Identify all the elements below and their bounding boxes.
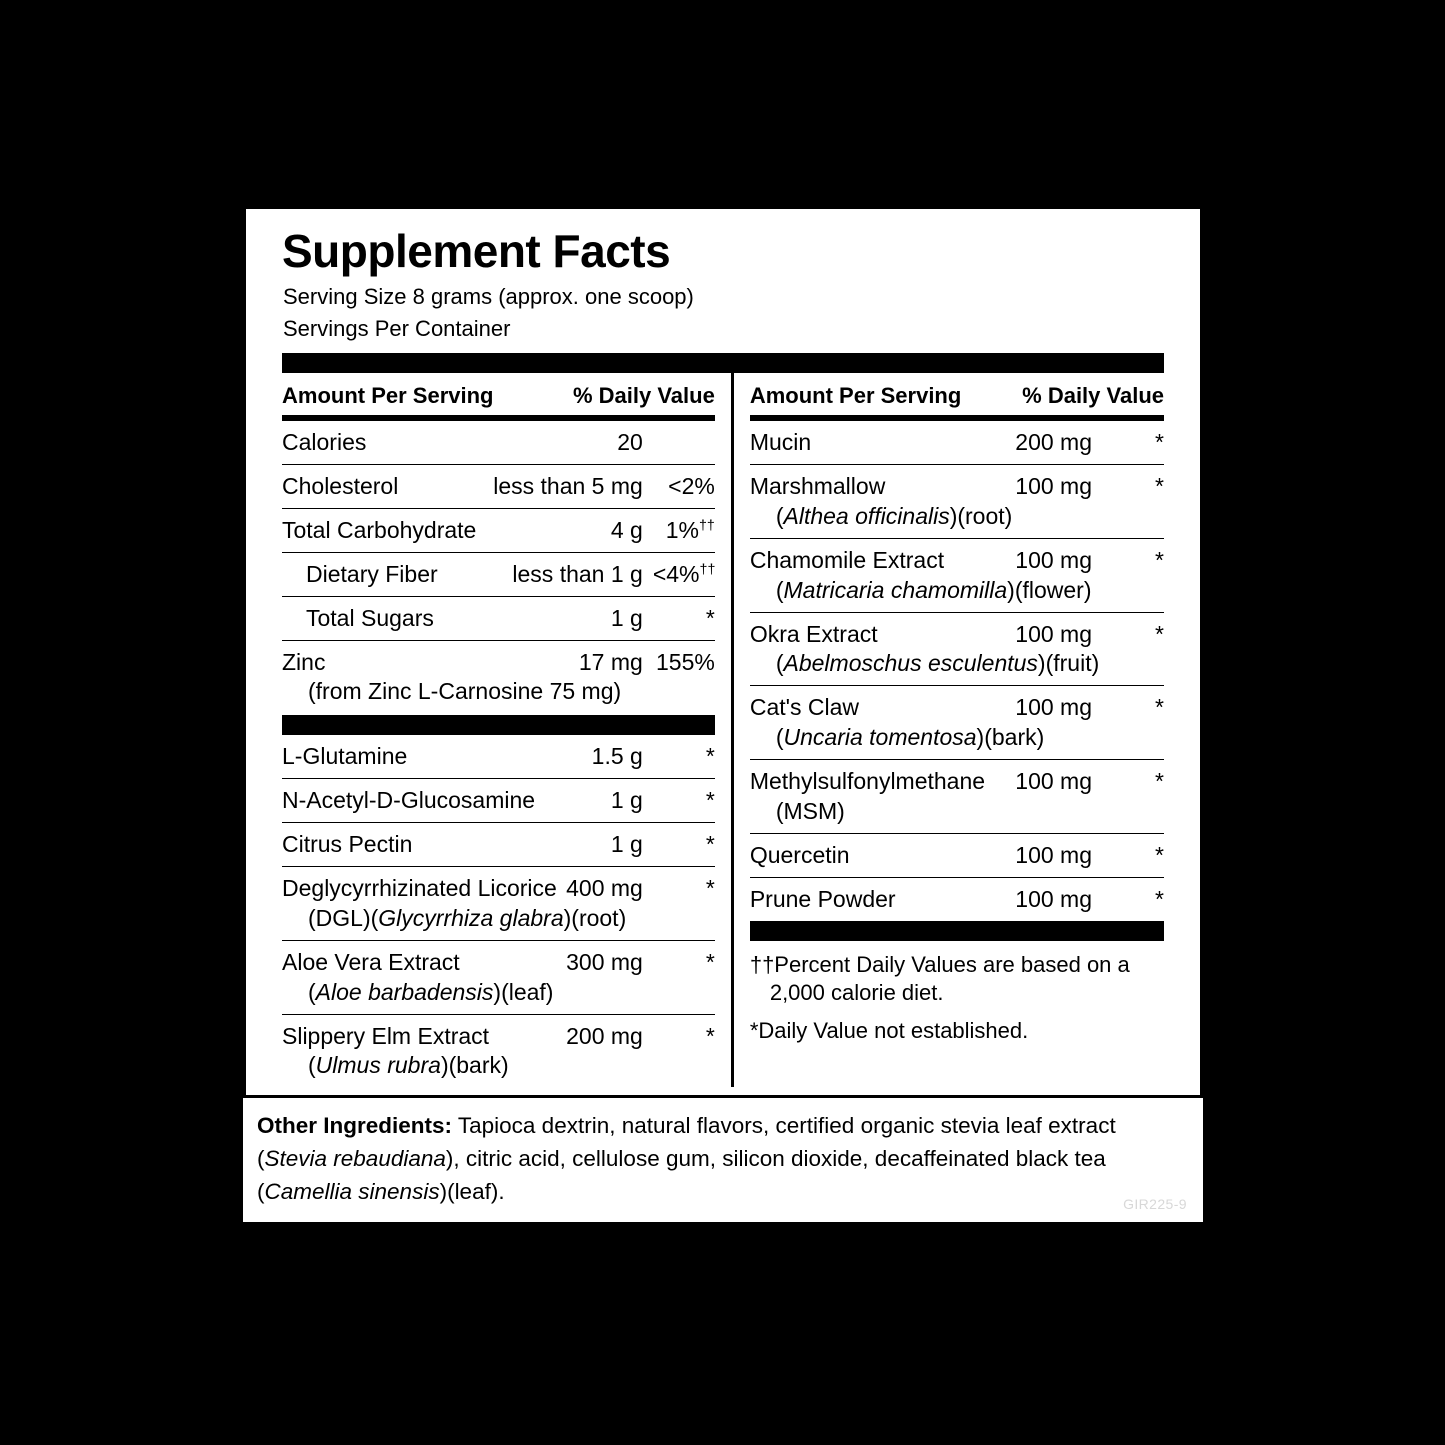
- nutrient-dv: *: [1155, 841, 1164, 868]
- header-amount-left: Amount Per Serving: [282, 383, 494, 409]
- table-row: [282, 597, 715, 641]
- nutrient-dv: *: [1155, 885, 1164, 912]
- servings-per-container: Servings Per Container: [283, 316, 511, 342]
- divider-bar-top: [282, 353, 1164, 373]
- column-header-left: [282, 373, 715, 421]
- nutrient-name: Okra Extract: [749, 620, 878, 647]
- nutrient-dv: *: [705, 604, 715, 631]
- other-ingredients: [243, 1098, 1203, 1222]
- nutrient-dv: <4%††: [652, 560, 716, 587]
- column-header-right: [750, 373, 1164, 421]
- footnote-dv-not-established: *Daily Value not established.: [749, 1017, 1029, 1043]
- nutrient-amount: 100 mg: [1015, 472, 1092, 499]
- nutrient-dv: *: [1155, 694, 1164, 721]
- nutrient-dv: *: [705, 743, 715, 770]
- nutrient-source: (Ulmus rubra)(bark): [308, 1052, 509, 1079]
- table-row: [282, 941, 715, 1015]
- serving-size: Serving Size 8 grams (approx. one scoop): [283, 284, 694, 310]
- nutrient-amount: 100 mg: [1015, 620, 1092, 647]
- nutrient-name: L-Glutamine: [282, 743, 408, 770]
- table-row: [750, 421, 1164, 465]
- nutrient-name: Slippery Elm Extract: [282, 1022, 490, 1049]
- nutrient-dv: *: [705, 787, 715, 814]
- nutrient-dv: *: [1155, 546, 1164, 573]
- table-row: [750, 539, 1164, 613]
- other-ingredients-latin-1: Stevia rebaudiana: [264, 1145, 446, 1171]
- nutrient-amount: 20: [617, 429, 643, 456]
- nutrient-source: (MSM): [775, 797, 845, 824]
- nutrient-source: (Althea officinalis)(root): [775, 502, 1013, 529]
- divider-bar-right: [750, 921, 1164, 941]
- nutrient-dv: *: [1155, 620, 1164, 647]
- nutrient-name: Dietary Fiber: [306, 560, 438, 587]
- nutrient-amount: 100 mg: [1015, 885, 1092, 912]
- nutrient-name: Prune Powder: [749, 885, 896, 912]
- nutrient-name: Cat's Claw: [749, 694, 860, 721]
- nutrient-name: Aloe Vera Extract: [282, 948, 460, 975]
- nutrient-dv: <2%: [668, 472, 715, 499]
- nutrient-source: (Matricaria chamomilla)(flower): [775, 576, 1092, 603]
- table-row: [750, 686, 1164, 760]
- nutrient-amount: 1 g: [610, 787, 643, 814]
- nutrient-name: Citrus Pectin: [282, 831, 413, 858]
- nutrient-dv: 155%: [656, 648, 715, 675]
- nutrient-name: Methylsulfonylmethane: [749, 768, 986, 795]
- other-ingredients-text-1: Tapioca dextrin, natural flavors, certified organic stevia leaf extract (: [257, 1113, 1116, 1171]
- table-row: [282, 735, 715, 779]
- nutrient-amount: 400 mg: [566, 874, 643, 901]
- nutrient-name: Total Sugars: [306, 604, 434, 631]
- table-row: [282, 641, 715, 714]
- nutrient-name: Mucin: [749, 429, 812, 456]
- nutrient-amount: 100 mg: [1015, 694, 1092, 721]
- nutrient-amount: 17 mg: [578, 648, 643, 675]
- header-amount-right: Amount Per Serving: [749, 383, 962, 409]
- header-dv-right: % Daily Value: [1022, 383, 1164, 409]
- nutrient-name: Marshmallow: [749, 472, 886, 499]
- nutrient-name: Cholesterol: [282, 472, 399, 499]
- footnote-daily-values: ††Percent Daily Values are based on a 2,000 calorie diet.: [749, 951, 1130, 1006]
- nutrient-source: (Abelmoschus esculentus)(fruit): [775, 650, 1100, 677]
- table-row: [750, 834, 1164, 878]
- other-ingredients-text-2: ), citric acid, cellulose gum, silicon dioxide, decaffeinated black tea (: [257, 1145, 1106, 1204]
- nutrient-amount: 200 mg: [566, 1022, 643, 1049]
- divider-bar-left: [282, 715, 715, 735]
- nutrient-name: Chamomile Extract: [749, 546, 945, 573]
- nutrient-amount: 200 mg: [1015, 429, 1092, 456]
- nutrient-source: (Uncaria tomentosa)(bark): [775, 724, 1045, 751]
- table-row: [282, 465, 715, 509]
- other-ingredients-label: Other Ingredients:: [257, 1113, 453, 1139]
- table-row: [282, 823, 715, 867]
- nutrient-dv: *: [1155, 429, 1164, 456]
- nutrient-amount: 100 mg: [1015, 768, 1092, 795]
- product-code: GIR225-9: [1123, 1195, 1187, 1212]
- nutrient-dv: 1%††: [665, 516, 715, 543]
- table-row: [282, 867, 715, 941]
- nutrient-amount: 100 mg: [1015, 546, 1092, 573]
- nutrient-name: Deglycyrrhizinated Licorice: [282, 874, 557, 901]
- other-ingredients-latin-2: Camellia sinensis: [264, 1178, 440, 1204]
- nutrient-dv: *: [705, 874, 715, 901]
- header-dv-left: % Daily Value: [572, 383, 715, 409]
- nutrient-amount: 100 mg: [1015, 841, 1092, 868]
- other-ingredients-text-3: )(leaf).: [439, 1178, 505, 1204]
- nutrient-amount: 1 g: [610, 831, 643, 858]
- table-row: [282, 1015, 715, 1088]
- nutrient-name: Total Carbohydrate: [282, 516, 477, 543]
- nutrient-dv: *: [705, 831, 715, 858]
- page-title: Supplement Facts: [282, 225, 671, 277]
- nutrient-amount: 1.5 g: [591, 743, 643, 770]
- nutrient-dv: *: [705, 1022, 715, 1049]
- nutrient-amount: 1 g: [610, 604, 643, 631]
- nutrient-amount: less than 1 g: [512, 560, 643, 587]
- nutrient-source: (from Zinc L-Carnosine 75 mg): [308, 678, 622, 705]
- table-row: [282, 779, 715, 823]
- nutrition-column-right: [731, 373, 1164, 1087]
- nutrient-dv: *: [1155, 768, 1164, 795]
- nutrient-name: Calories: [282, 429, 367, 456]
- nutrient-source: (DGL)(Glycyrrhiza glabra)(root): [308, 904, 627, 931]
- nutrient-dv: *: [1155, 472, 1164, 499]
- table-row: [750, 465, 1164, 539]
- nutrition-column-left: [282, 373, 715, 1087]
- nutrient-dv: *: [705, 948, 715, 975]
- nutrient-source: (Aloe barbadensis)(leaf): [308, 978, 554, 1005]
- nutrition-columns: [282, 373, 1164, 1087]
- nutrient-amount: 300 mg: [566, 948, 643, 975]
- table-row: [282, 509, 715, 553]
- nutrient-name: Zinc: [282, 648, 326, 675]
- table-row: [750, 760, 1164, 834]
- nutrient-name: N-Acetyl-D-Glucosamine: [282, 787, 536, 814]
- supplement-facts-box: [243, 206, 1203, 1098]
- table-row: [282, 553, 715, 597]
- nutrient-name: Quercetin: [749, 841, 850, 868]
- table-row: [282, 421, 715, 465]
- supplement-facts-panel: [243, 206, 1203, 1222]
- table-row: [750, 878, 1164, 921]
- nutrient-amount: less than 5 mg: [493, 472, 643, 499]
- nutrient-amount: 4 g: [610, 516, 643, 543]
- table-row: [750, 613, 1164, 687]
